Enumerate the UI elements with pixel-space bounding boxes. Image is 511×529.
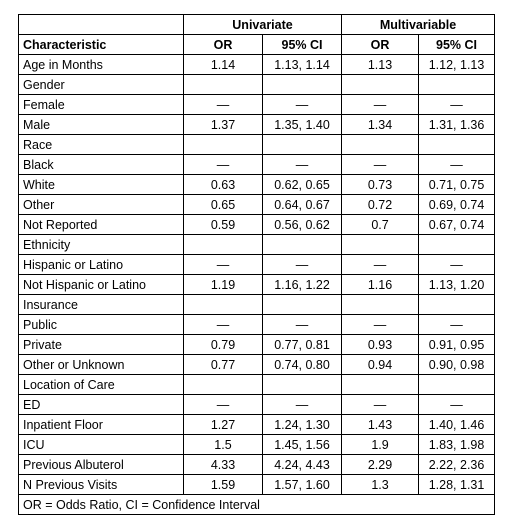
row-label: Ethnicity [19,235,184,255]
cell-ci-univariate [263,235,342,255]
cell-ci-univariate: 0.62, 0.65 [263,175,342,195]
cell-or-univariate: 0.63 [184,175,263,195]
cell-or-multivariable: 0.73 [342,175,419,195]
cell-ci-univariate: 1.35, 1.40 [263,115,342,135]
table-row [19,215,495,235]
cell-or-multivariable [342,295,419,315]
row-label: Female [19,95,184,115]
table-row [19,75,495,95]
cell-ci-univariate: 1.45, 1.56 [263,435,342,455]
row-label: Black [19,155,184,175]
cell-ci-univariate [263,135,342,155]
group-header-empty-cell [19,15,184,35]
cell-ci-multivariable: — [419,155,495,175]
cell-ci-univariate: — [263,315,342,335]
cell-or-univariate [184,375,263,395]
cell-or-univariate: 0.77 [184,355,263,375]
row-label: Private [19,335,184,355]
cell-ci-univariate: 0.77, 0.81 [263,335,342,355]
cell-ci-multivariable [419,75,495,95]
table-row [19,135,495,155]
row-label: Race [19,135,184,155]
cell-ci-univariate: 4.24, 4.43 [263,455,342,475]
cell-ci-multivariable: 1.31, 1.36 [419,115,495,135]
cell-ci-multivariable: — [419,95,495,115]
table-row [19,275,495,295]
cell-or-multivariable: 0.93 [342,335,419,355]
table-row [19,415,495,435]
row-label: Gender [19,75,184,95]
cell-ci-multivariable: — [419,255,495,275]
cell-or-univariate: — [184,395,263,415]
cell-ci-univariate: — [263,155,342,175]
cell-ci-multivariable: 1.83, 1.98 [419,435,495,455]
cell-ci-multivariable [419,295,495,315]
cell-ci-multivariable [419,235,495,255]
cell-ci-multivariable: 1.28, 1.31 [419,475,495,495]
column-header-or-multivariable: OR [342,35,419,55]
cell-or-multivariable: 0.94 [342,355,419,375]
column-header-or-univariate: OR [184,35,263,55]
row-label: Inpatient Floor [19,415,184,435]
cell-ci-multivariable: 0.90, 0.98 [419,355,495,375]
cell-ci-univariate: — [263,255,342,275]
table-row [19,435,495,455]
table-row [19,195,495,215]
cell-ci-multivariable: 0.67, 0.74 [419,215,495,235]
odds-ratio-table [18,14,495,515]
table-row [19,355,495,375]
cell-ci-univariate: 0.64, 0.67 [263,195,342,215]
cell-or-multivariable: 0.7 [342,215,419,235]
cell-or-univariate: 0.59 [184,215,263,235]
group-header-row [19,15,495,35]
column-header-characteristic: Characteristic [19,35,184,55]
cell-or-multivariable: 0.72 [342,195,419,215]
cell-ci-univariate: — [263,395,342,415]
cell-or-univariate: 1.5 [184,435,263,455]
cell-or-multivariable: 1.16 [342,275,419,295]
cell-or-multivariable [342,75,419,95]
footer-row [19,495,495,515]
cell-ci-multivariable: 0.91, 0.95 [419,335,495,355]
row-label: ED [19,395,184,415]
table-row [19,115,495,135]
cell-ci-univariate: 1.57, 1.60 [263,475,342,495]
table-row [19,375,495,395]
row-label: Other [19,195,184,215]
cell-or-univariate: 1.14 [184,55,263,75]
table-row [19,295,495,315]
cell-or-multivariable: 1.43 [342,415,419,435]
table-row [19,55,495,75]
table-footnote: OR = Odds Ratio, CI = Confidence Interval [19,495,495,515]
row-label: Not Reported [19,215,184,235]
cell-or-multivariable: 1.3 [342,475,419,495]
cell-ci-univariate [263,75,342,95]
cell-or-univariate: — [184,255,263,275]
table-row [19,95,495,115]
table-row [19,175,495,195]
cell-or-univariate: 1.27 [184,415,263,435]
cell-ci-univariate [263,375,342,395]
cell-ci-multivariable [419,135,495,155]
cell-or-multivariable: 1.34 [342,115,419,135]
table-row [19,155,495,175]
cell-or-univariate: 1.19 [184,275,263,295]
cell-or-univariate: — [184,315,263,335]
cell-or-univariate [184,295,263,315]
cell-ci-univariate: 1.13, 1.14 [263,55,342,75]
row-label: Male [19,115,184,135]
cell-or-multivariable: 1.9 [342,435,419,455]
row-label: Hispanic or Latino [19,255,184,275]
row-label: N Previous Visits [19,475,184,495]
cell-ci-univariate [263,295,342,315]
cell-ci-multivariable: 0.69, 0.74 [419,195,495,215]
table-row [19,235,495,255]
cell-or-univariate: 0.65 [184,195,263,215]
cell-or-univariate: 1.37 [184,115,263,135]
cell-ci-univariate: 0.56, 0.62 [263,215,342,235]
cell-ci-univariate: 0.74, 0.80 [263,355,342,375]
table-row [19,315,495,335]
row-label: Public [19,315,184,335]
cell-or-univariate [184,235,263,255]
row-label: White [19,175,184,195]
column-header-ci-multivariable: 95% CI [419,35,495,55]
table-row [19,335,495,355]
cell-or-univariate: — [184,155,263,175]
row-label: Location of Care [19,375,184,395]
cell-or-univariate [184,135,263,155]
cell-ci-univariate: — [263,95,342,115]
cell-ci-multivariable: 1.40, 1.46 [419,415,495,435]
cell-ci-multivariable: 2.22, 2.36 [419,455,495,475]
cell-or-univariate [184,75,263,95]
cell-ci-multivariable: — [419,395,495,415]
cell-or-multivariable: — [342,155,419,175]
cell-or-multivariable: — [342,395,419,415]
row-label: Previous Albuterol [19,455,184,475]
cell-ci-multivariable: 0.71, 0.75 [419,175,495,195]
cell-or-multivariable [342,135,419,155]
table-row [19,455,495,475]
cell-or-univariate: 4.33 [184,455,263,475]
cell-or-univariate: — [184,95,263,115]
cell-or-multivariable [342,235,419,255]
cell-or-univariate: 0.79 [184,335,263,355]
column-header-row [19,35,495,55]
cell-or-multivariable: — [342,95,419,115]
cell-or-multivariable: 1.13 [342,55,419,75]
cell-ci-multivariable: — [419,315,495,335]
table-row [19,475,495,495]
cell-ci-univariate: 1.16, 1.22 [263,275,342,295]
cell-or-univariate: 1.59 [184,475,263,495]
group-header-multivariable: Multivariable [342,15,495,35]
cell-or-multivariable: — [342,255,419,275]
cell-ci-univariate: 1.24, 1.30 [263,415,342,435]
cell-or-multivariable [342,375,419,395]
group-header-univariate: Univariate [184,15,342,35]
row-label: Not Hispanic or Latino [19,275,184,295]
cell-ci-multivariable: 1.12, 1.13 [419,55,495,75]
cell-or-multivariable: — [342,315,419,335]
cell-or-multivariable: 2.29 [342,455,419,475]
cell-ci-multivariable: 1.13, 1.20 [419,275,495,295]
row-label: Age in Months [19,55,184,75]
row-label: Insurance [19,295,184,315]
row-label: Other or Unknown [19,355,184,375]
row-label: ICU [19,435,184,455]
table-row [19,255,495,275]
column-header-ci-univariate: 95% CI [263,35,342,55]
cell-ci-multivariable [419,375,495,395]
table-row [19,395,495,415]
